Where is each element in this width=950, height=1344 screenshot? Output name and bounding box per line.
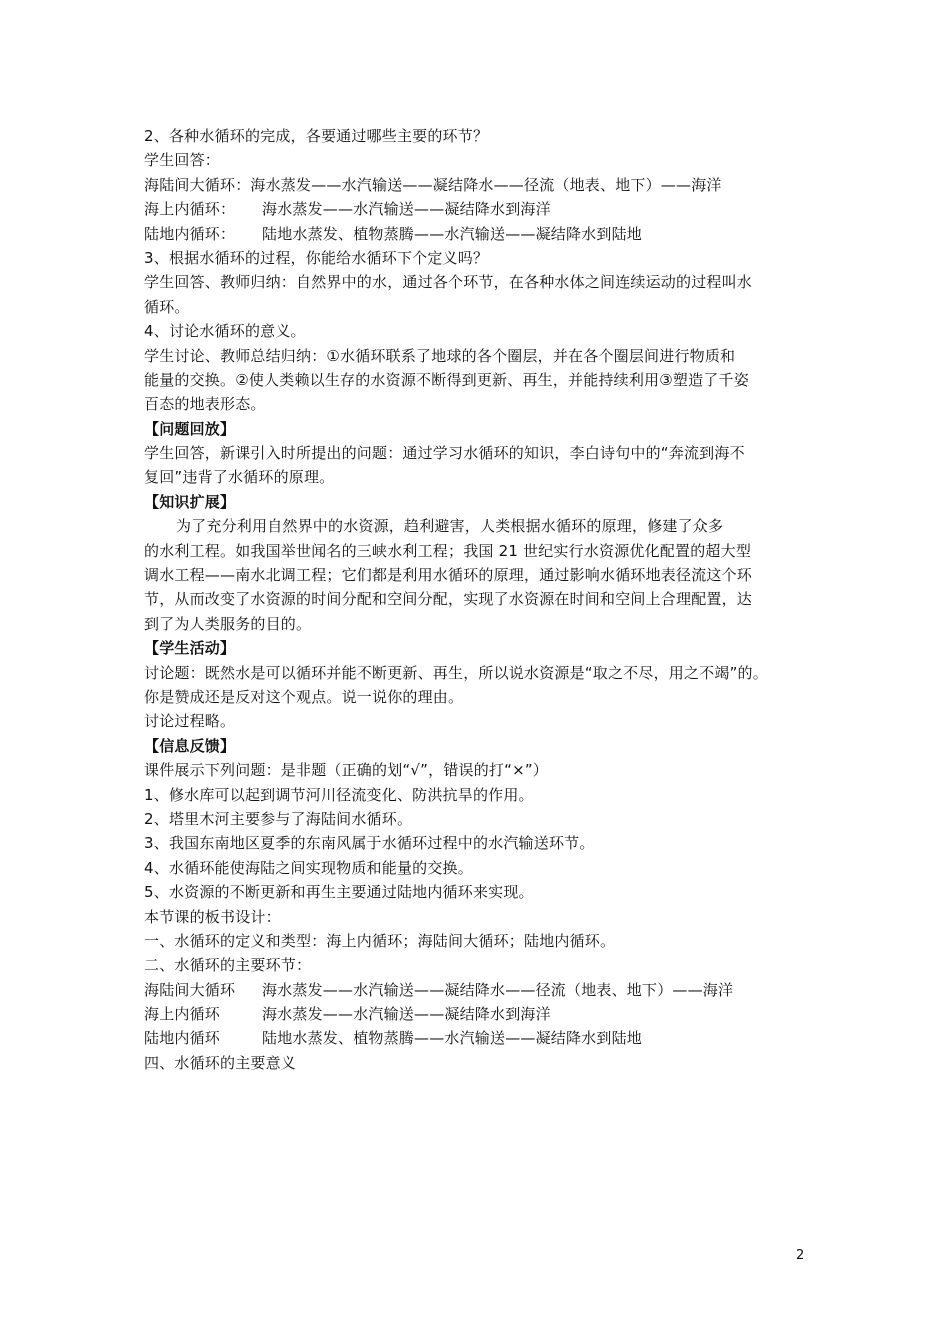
quiz-item: 2、塔里木河主要参与了海陆间水循环。 — [144, 809, 413, 828]
board-row-sea-land — [144, 978, 824, 1002]
paragraph-line: 2、各种水循环的完成，各要通过哪些主要的环节？ — [144, 127, 489, 145]
section-heading: 【知识扩展】 — [144, 492, 236, 511]
cycle-row-land-internal — [144, 222, 824, 246]
board-row-land-internal — [144, 1026, 824, 1050]
paragraph-line: 的水利工程。如我国举世闻名的三峡水利工程；我国 21 世纪实行水资源优化配置的超大型 — [144, 541, 752, 560]
cycle-steps: 海水蒸发——水汽输送——凝结降水到海洋 — [262, 1005, 551, 1024]
cycle-label: 海上内循环 — [144, 1005, 221, 1024]
paragraph-line: 复回”违背了水循环的原理。 — [144, 468, 335, 487]
paragraph-line: 学生回答： — [144, 151, 221, 170]
quiz-item: 3、我国东南地区夏季的东南风属于水循环过程中的水汽输送环节。 — [144, 834, 595, 853]
cycle-label: 陆地内循环 — [144, 1029, 221, 1048]
paragraph-line: 4、讨论水循环的意义。 — [144, 322, 306, 341]
page-number: 2 — [796, 1248, 805, 1263]
paragraph-line: 节，从而改变了水资源的时间分配和空间分配，实现了水资源在时间和空间上合理配置，达 — [144, 590, 753, 609]
cycle-label: 陆地内循环： — [144, 224, 236, 243]
paragraph-line: 调水工程——南水北调工程；它们都是利用水循环的原理，通过影响水循环地表径流这个环 — [144, 566, 753, 585]
section-heading: 【信息反馈】 — [144, 736, 236, 755]
paragraph-line: 课件展示下列问题：是非题（正确的划“√”，错误的打“×”） — [144, 761, 549, 780]
cycle-steps: 陆地水蒸发、植物蒸腾——水汽输送——凝结降水到陆地 — [262, 1029, 643, 1048]
cycle-label: 海上内循环： — [144, 200, 236, 219]
paragraph-line: 一、水循环的定义和类型：海上内循环；海陆间大循环；陆地内循环。 — [144, 931, 616, 950]
paragraph-line: 学生讨论、教师总结归纳：①水循环联系了地球的各个圈层，并在各个圈层间进行物质和 — [144, 346, 736, 365]
paragraph-line: 四、水循环的主要意义 — [144, 1053, 297, 1072]
paragraph-line: 讨论过程略。 — [144, 712, 236, 731]
quiz-item: 5、水资源的不断更新和再生主要通过陆地内循环来实现。 — [144, 883, 534, 902]
quiz-item: 4、水循环能使海陆之间实现物质和能量的交换。 — [144, 858, 473, 877]
paragraph-line: 二、水循环的主要环节： — [144, 956, 312, 975]
paragraph-line: 学生回答，新课引入时所提出的问题：通过学习水循环的知识，李白诗句中的“奔流到海不 — [144, 444, 745, 463]
section-heading: 【问题回放】 — [144, 419, 236, 438]
document-body — [144, 124, 824, 1075]
cycle-steps: 陆地水蒸发、植物蒸腾——水汽输送——凝结降水到陆地 — [262, 224, 643, 243]
quiz-item: 1、修水库可以起到调节河川径流变化、防洪抗旱的作用。 — [144, 785, 534, 804]
paragraph-line: 为了充分利用自然界中的水资源，趋利避害，人类根据水循环的原理，修建了众多 — [176, 517, 724, 536]
cycle-steps: 海水蒸发——水汽输送——凝结降水到海洋 — [262, 200, 551, 219]
paragraph-line: 能量的交换。②使人类赖以生存的水资源不断得到更新、再生，并能持续利用③塑造了千姿 — [144, 370, 749, 389]
paragraph-line: 到了为人类服务的目的。 — [144, 614, 312, 633]
paragraph-line: 百态的地表形态。 — [144, 395, 266, 414]
paragraph-line: 学生回答、教师归纳：自然界中的水，通过各个环节，在各种水体之间连续运动的过程叫水 — [144, 273, 753, 292]
cycle-row-ocean-internal — [144, 197, 824, 221]
paragraph-line: 你是赞成还是反对这个观点。说一说你的理由。 — [144, 687, 464, 706]
cycle-label: 海陆间大循环 — [144, 980, 236, 999]
paragraph-line: 讨论题：既然水是可以循环并能不断更新、再生，所以说水资源是“取之不尽，用之不竭”的。 — [144, 663, 768, 682]
section-heading: 【学生活动】 — [144, 639, 236, 658]
cycle-steps: 海水蒸发——水汽输送——凝结降水——径流（地表、地下）——海洋 — [262, 980, 734, 999]
paragraph-line: 本节课的板书设计： — [144, 907, 281, 926]
paragraph-line: 3、根据水循环的过程，你能给水循环下个定义吗？ — [144, 248, 489, 267]
board-row-ocean-internal — [144, 1002, 824, 1026]
paragraph-line: 海陆间大循环：海水蒸发——水汽输送——凝结降水——径流（地表、地下）——海洋 — [144, 175, 722, 194]
paragraph-line: 循环。 — [144, 297, 190, 316]
